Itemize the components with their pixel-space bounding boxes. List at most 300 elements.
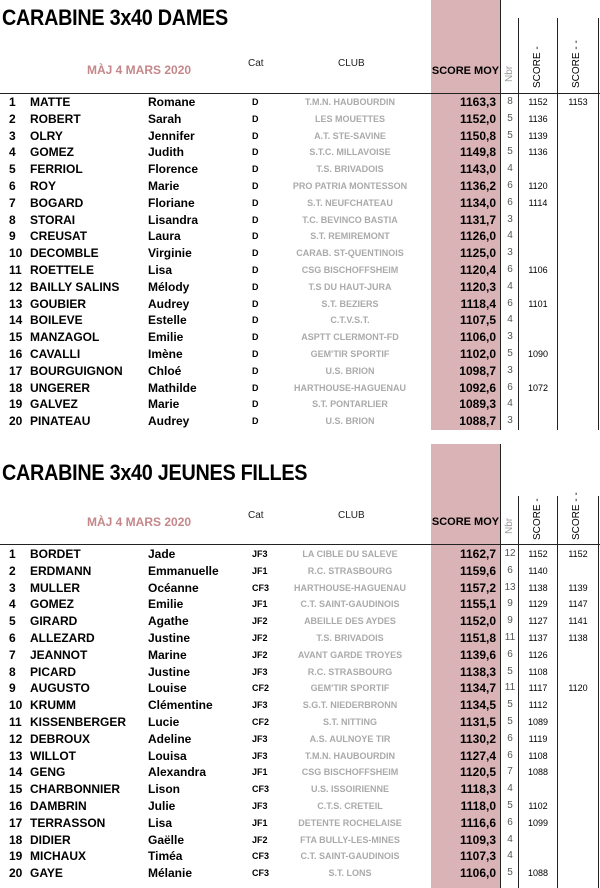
table-row: [0, 781, 600, 798]
cell-last-name: BOURGUIGNON: [30, 363, 123, 378]
cell-rank: 2: [9, 563, 16, 578]
table-row: [0, 731, 600, 748]
cell-score-1: 1136: [528, 113, 548, 124]
cell-nbr: 4: [507, 833, 513, 845]
cell-nbr: 4: [507, 783, 513, 795]
table-row: [0, 312, 600, 329]
cell-score-moy: 1120,3: [459, 279, 496, 294]
cell-rank: 5: [9, 162, 16, 177]
cell-club-name: T.S. BRIVADOIS: [316, 632, 384, 643]
cell-rank: 9: [9, 681, 16, 696]
cell-nbr: 5: [507, 129, 513, 141]
cell-club-name: U.S. BRION: [325, 416, 375, 427]
cell-category: CF3: [252, 868, 270, 879]
cell-club-name: PRO PATRIA MONTESSON: [292, 180, 408, 191]
cell-score-moy: 1106,0: [459, 330, 496, 345]
cell-last-name: MICHAUX: [30, 849, 86, 864]
cell-club-name: T.M.N. HAUBOURDIN: [305, 750, 395, 761]
cell-score-moy: 1152,0: [459, 614, 496, 629]
cell-rank: 8: [9, 664, 16, 679]
table-row: [0, 144, 600, 161]
cell-rank: 7: [9, 647, 16, 662]
header-score-2: SCORE - -: [571, 40, 582, 88]
cell-score-moy: 1159,6: [459, 563, 496, 578]
cell-last-name: KRUMM: [30, 698, 76, 713]
cell-rank: 10: [9, 246, 23, 261]
cell-nbr: 4: [507, 850, 513, 862]
cell-club-name: C.T.V.S.T.: [330, 315, 370, 326]
cell-last-name: CREUSAT: [30, 229, 88, 244]
cell-first-name: Chloé: [148, 363, 182, 378]
cell-category: CF3: [252, 851, 270, 862]
cell-first-name: Justine: [148, 630, 191, 645]
cell-last-name: DAMBRIN: [30, 798, 87, 813]
cell-category: D: [252, 416, 259, 427]
cell-nbr: 6: [507, 179, 513, 191]
cell-category: D: [252, 382, 259, 393]
cell-category: JF3: [252, 549, 268, 559]
cell-rank: 16: [9, 798, 23, 813]
cell-last-name: MANZAGOL: [30, 330, 100, 345]
cell-score-1: 1152: [528, 549, 548, 559]
cell-nbr: 3: [507, 331, 513, 343]
cell-score-1: 1108: [528, 666, 548, 677]
cell-rank: 13: [9, 296, 23, 311]
cell-category: JF2: [252, 616, 268, 627]
cell-first-name: Floriane: [148, 195, 195, 210]
cell-score-1: 1126: [528, 649, 548, 660]
cell-score-moy: 1131,7: [459, 212, 496, 227]
cell-last-name: TERRASSON: [30, 815, 106, 830]
cell-first-name: Mélody: [148, 279, 190, 294]
table-row: [0, 228, 600, 245]
cell-first-name: Judith: [148, 145, 184, 160]
cell-nbr: 6: [507, 297, 513, 309]
cell-first-name: Mathilde: [148, 380, 197, 395]
table-row: [0, 413, 600, 430]
page-title: CARABINE 3x40 DAMES: [2, 5, 228, 30]
cell-first-name: Timéa: [148, 849, 183, 864]
cell-first-name: Florence: [148, 162, 199, 177]
cell-score-2: 1152: [568, 549, 588, 559]
table-row: [0, 832, 600, 849]
cell-last-name: CAVALLI: [30, 346, 81, 361]
cell-club-name: T.C. BEVINCO BASTIA: [302, 214, 398, 225]
cell-club-name: C.T. SAINT-GAUDINOIS: [300, 851, 400, 862]
cell-nbr: 5: [507, 112, 513, 124]
cell-first-name: Emmanuelle: [148, 563, 219, 578]
cell-score-1: 1119: [528, 733, 548, 744]
cell-rank: 12: [9, 731, 23, 746]
cell-score-2: 1153: [568, 97, 588, 107]
cell-last-name: JEANNOT: [30, 647, 88, 662]
cell-category: JF3: [252, 700, 268, 711]
cell-club-name: S.T. BEZIERS: [321, 298, 379, 309]
cell-last-name: DECOMBLE: [30, 246, 99, 261]
table-row: [0, 748, 600, 765]
header-club: CLUB: [338, 58, 365, 69]
table-row: [0, 111, 600, 128]
cell-score-moy: 1130,2: [459, 731, 496, 746]
cell-score-moy: 1120,5: [459, 765, 496, 780]
cell-score-moy: 1126,0: [459, 229, 496, 244]
cell-last-name: MULLER: [30, 580, 80, 595]
cell-rank: 9: [9, 229, 16, 244]
cell-last-name: BAILLY SALINS: [30, 279, 120, 294]
cell-rank: 3: [9, 128, 16, 143]
cell-score-moy: 1092,6: [459, 380, 496, 395]
cell-club-name: GEM'TIR SPORTIF: [310, 348, 390, 359]
cell-first-name: Lisandra: [148, 212, 199, 227]
cell-club-name: T.M.N. HAUBOURDIN: [305, 97, 395, 107]
cell-score-moy: 1143,0: [459, 162, 496, 177]
cell-score-1: 1106: [528, 264, 548, 275]
cell-nbr: 6: [507, 648, 513, 660]
cell-rank: 20: [9, 414, 23, 429]
cell-nbr: 3: [507, 415, 513, 427]
cell-last-name: WILLOT: [30, 748, 76, 763]
cell-club-name: LES MOUETTES: [314, 113, 385, 124]
cell-score-2: 1141: [568, 616, 588, 627]
cell-score-moy: 1134,0: [459, 195, 496, 210]
table-row: [0, 396, 600, 413]
cell-club-name: S.G.T. NIEDERBRONN: [302, 700, 398, 711]
cell-score-2: 1120: [568, 683, 588, 694]
cell-last-name: OLRY: [30, 128, 63, 143]
cell-club-name: GEM'TIR SPORTIF: [310, 683, 390, 694]
table-row: [0, 212, 600, 229]
cell-nbr: 6: [507, 732, 513, 744]
cell-rank: 17: [9, 815, 23, 830]
cell-first-name: Marie: [148, 178, 180, 193]
cell-score-1: 1117: [528, 683, 548, 694]
cell-nbr: 5: [507, 347, 513, 359]
cell-category: CF3: [252, 582, 270, 593]
cell-first-name: Emilie: [148, 597, 184, 612]
table-row: [0, 580, 600, 597]
table-row: [0, 798, 600, 815]
cell-rank: 10: [9, 698, 23, 713]
cell-category: D: [252, 164, 259, 175]
cell-club-name: U.S. BRION: [325, 365, 375, 376]
cell-score-moy: 1102,0: [459, 346, 496, 361]
header-score-1: SCORE -: [532, 498, 543, 540]
cell-category: JF1: [252, 767, 268, 778]
table-row: [0, 363, 600, 380]
table-row: [0, 680, 600, 697]
cell-rank: 18: [9, 832, 23, 847]
cell-rank: 15: [9, 782, 23, 797]
cell-nbr: 6: [507, 263, 513, 275]
table-row: [0, 128, 600, 145]
cell-club-name: A.S. AULNOYE TIR: [309, 733, 391, 744]
table-row: [0, 613, 600, 630]
cell-first-name: Louisa: [148, 748, 187, 763]
cell-club-name: A.T. STE-SAVINE: [314, 130, 386, 141]
cell-score-moy: 1152,0: [459, 111, 496, 126]
header-score-1: SCORE -: [532, 46, 543, 88]
cell-first-name: Julie: [148, 798, 176, 813]
cell-club-name: S.T.C. MILLAVOISE: [309, 147, 391, 158]
cell-category: D: [252, 332, 259, 343]
cell-score-1: 1090: [527, 348, 549, 359]
cell-rank: 11: [9, 262, 22, 277]
table-row: [0, 94, 600, 111]
cell-rank: 1: [9, 547, 16, 561]
cell-rank: 6: [9, 630, 16, 645]
cell-score-moy: 1155,1: [459, 597, 496, 612]
header-score-moy: SCORE MOY: [431, 65, 500, 77]
cell-first-name: Agathe: [148, 614, 189, 629]
table-row: [0, 596, 600, 613]
cell-rank: 14: [9, 765, 23, 780]
cell-category: D: [252, 264, 259, 275]
cell-score-1: 1099: [527, 817, 549, 828]
cell-category: D: [252, 348, 259, 359]
cell-club-name: S.T. REMIREMONT: [310, 231, 390, 242]
cell-score-1: 1072: [527, 382, 549, 393]
cell-club-name: HARTHOUSE-HAGUENAU: [294, 582, 406, 593]
cell-last-name: GAYE: [30, 866, 63, 881]
cell-category: D: [252, 399, 259, 410]
cell-last-name: BOILEVE: [30, 313, 83, 328]
cell-score-2: 1139: [568, 582, 588, 593]
cell-first-name: Mélanie: [148, 866, 193, 881]
cell-nbr: 4: [507, 163, 513, 175]
cell-last-name: ROETTELE: [30, 262, 95, 277]
cell-score-moy: 1109,3: [459, 832, 496, 847]
cell-last-name: GOMEZ: [30, 597, 74, 612]
cell-last-name: ROBERT: [30, 111, 81, 126]
cell-rank: 6: [9, 178, 16, 193]
cell-score-1: 1089: [527, 716, 549, 727]
cell-score-moy: 1118,4: [460, 296, 496, 311]
table-row: [0, 195, 600, 212]
cell-category: D: [252, 281, 259, 292]
cell-score-1: 1152: [528, 97, 548, 107]
cell-rank: 3: [9, 580, 16, 595]
cell-score-moy: 1151,8: [459, 630, 496, 645]
cell-club-name: CSG BISCHOFFSHEIM: [301, 767, 399, 778]
cell-nbr: 3: [507, 364, 513, 376]
cell-nbr: 6: [507, 749, 513, 761]
cell-nbr: 5: [507, 799, 513, 811]
header-nbr: Nbr: [504, 65, 515, 82]
cell-category: D: [252, 113, 259, 124]
cell-club-name: S.T. LONS: [328, 868, 372, 879]
cell-score-1: 1138: [528, 582, 548, 593]
cell-club-name: U.S. ISSOIRIENNE: [310, 784, 390, 795]
update-date: MÀJ 4 MARS 2020: [87, 515, 192, 529]
header-rule: [0, 544, 600, 545]
cell-category: JF1: [252, 817, 268, 828]
cell-category: JF3: [252, 750, 268, 761]
table-row: [0, 262, 600, 279]
cell-score-moy: 1139,6: [459, 647, 496, 662]
cell-first-name: Estelle: [148, 313, 187, 328]
cell-first-name: Justine: [148, 664, 191, 679]
cell-score-moy: 1127,4: [459, 748, 496, 763]
cell-last-name: ALLEZARD: [30, 630, 95, 645]
cell-nbr: 5: [507, 699, 513, 711]
cell-score-moy: 1118,0: [460, 798, 496, 813]
cell-club-name: FTA BULLY-LES-MINES: [300, 834, 400, 845]
cell-category: JF1: [252, 599, 268, 610]
table-row: [0, 664, 600, 681]
page-title: CARABINE 3x40 JEUNES FILLES: [2, 460, 308, 485]
cell-rank: 19: [9, 397, 23, 412]
cell-category: D: [252, 248, 259, 259]
table-row: [0, 245, 600, 262]
cell-last-name: GOMEZ: [30, 145, 74, 160]
cell-last-name: CHARBONNIER: [30, 782, 120, 797]
cell-first-name: Imène: [148, 346, 183, 361]
cell-nbr: 4: [507, 230, 513, 242]
cell-club-name: CSG BISCHOFFSHEIM: [301, 264, 399, 275]
header-nbr: Nbr: [504, 517, 515, 534]
cell-last-name: MATTE: [30, 95, 71, 109]
cell-category: JF2: [252, 632, 268, 643]
cell-category: JF3: [252, 733, 268, 744]
header-score-moy: SCORE MOY: [431, 516, 500, 528]
cell-score-1: 1114: [528, 197, 548, 208]
cell-nbr: 5: [507, 715, 513, 727]
cell-category: CF2: [252, 683, 270, 694]
cell-category: JF2: [252, 834, 268, 845]
cell-rank: 16: [9, 346, 23, 361]
cell-nbr: 7: [507, 766, 513, 778]
cell-nbr: 4: [507, 398, 513, 410]
cell-first-name: Lisa: [148, 815, 173, 830]
table-row: [0, 630, 600, 647]
cell-last-name: KISSENBERGER: [30, 714, 127, 729]
cell-score-moy: 1098,7: [459, 363, 496, 378]
table-row: [0, 161, 600, 178]
cell-rank: 13: [9, 748, 23, 763]
cell-nbr: 9: [507, 598, 513, 610]
cell-first-name: Emilie: [148, 330, 184, 345]
cell-first-name: Lison: [148, 782, 180, 797]
table-row: [0, 563, 600, 580]
cell-last-name: DIDIER: [30, 832, 71, 847]
table-row: [0, 865, 600, 882]
cell-first-name: Jennifer: [148, 128, 195, 143]
cell-category: D: [252, 214, 259, 225]
cell-score-moy: 1150,8: [459, 128, 496, 143]
cell-score-1: 1088: [527, 767, 549, 778]
cell-rank: 8: [9, 212, 16, 227]
cell-score-1: 1112: [528, 700, 548, 711]
cell-first-name: Romane: [148, 95, 196, 109]
cell-score-1: 1120: [528, 180, 548, 191]
cell-score-moy: 1106,0: [459, 866, 496, 881]
cell-score-1: 1129: [528, 599, 548, 610]
cell-first-name: Alexandra: [148, 765, 207, 780]
cell-first-name: Sarah: [148, 111, 182, 126]
cell-score-moy: 1134,7: [459, 681, 496, 696]
cell-rank: 11: [9, 714, 22, 729]
cell-last-name: PICARD: [30, 664, 77, 679]
cell-club-name: S.T. NITTING: [323, 716, 377, 727]
cell-last-name: FERRIOL: [30, 162, 83, 177]
header-cat: Cat: [248, 58, 264, 69]
cell-first-name: Audrey: [148, 296, 190, 311]
cell-rank: 4: [9, 145, 16, 160]
cell-club-name: DETENTE ROCHELAISE: [298, 817, 402, 828]
cell-rank: 5: [9, 614, 16, 629]
update-date: MÀJ 4 MARS 2020: [87, 63, 192, 77]
cell-score-moy: 1120,4: [459, 262, 496, 277]
cell-club-name: C.T. SAINT-GAUDINOIS: [300, 599, 400, 610]
cell-score-moy: 1163,3: [459, 95, 496, 109]
cell-nbr: 11: [504, 682, 516, 694]
table-row: [0, 697, 600, 714]
cell-rank: 20: [9, 866, 23, 881]
section-dames: [0, 0, 600, 430]
cell-score-moy: 1131,5: [459, 714, 496, 729]
cell-rank: 2: [9, 111, 16, 126]
cell-rank: 15: [9, 330, 23, 345]
table-row: [0, 346, 600, 363]
table-row: [0, 329, 600, 346]
cell-nbr: 5: [507, 867, 513, 879]
cell-club-name: LA CIBLE DU SALEVE: [302, 549, 398, 559]
table-row: [0, 546, 600, 563]
cell-first-name: Océanne: [148, 580, 199, 595]
cell-rank: 19: [9, 849, 23, 864]
cell-score-moy: 1116,6: [460, 815, 496, 830]
cell-score-moy: 1134,5: [459, 698, 496, 713]
cell-category: JF3: [252, 800, 268, 811]
header-score-2: SCORE - -: [571, 492, 582, 540]
cell-last-name: BORDET: [30, 547, 81, 561]
cell-score-moy: 1149,8: [459, 145, 496, 160]
cell-last-name: UNGERER: [30, 380, 91, 395]
cell-club-name: AVANT GARDE TROYES: [297, 649, 403, 660]
cell-category: D: [252, 231, 259, 242]
cell-first-name: Lucie: [148, 714, 180, 729]
table-row: [0, 279, 600, 296]
cell-first-name: Clémentine: [148, 698, 213, 713]
cell-nbr: 13: [504, 581, 516, 593]
cell-last-name: PINATEAU: [30, 414, 91, 429]
cell-club-name: ABEILLE DES AYDES: [304, 616, 396, 627]
cell-last-name: GALVEZ: [30, 397, 78, 412]
cell-category: D: [252, 97, 259, 107]
cell-last-name: BOGARD: [30, 195, 84, 210]
cell-nbr: 6: [507, 381, 513, 393]
cell-last-name: ERDMANN: [30, 563, 92, 578]
cell-score-1: 1139: [528, 130, 548, 141]
cell-last-name: GOUBIER: [30, 296, 87, 311]
cell-nbr: 11: [504, 631, 516, 643]
cell-category: D: [252, 315, 259, 326]
cell-last-name: AUGUSTO: [30, 681, 90, 696]
cell-first-name: Louise: [148, 681, 187, 696]
table-row: [0, 178, 600, 195]
cell-nbr: 8: [507, 96, 513, 107]
cell-nbr: 5: [507, 665, 513, 677]
cell-club-name: R.C. STRASBOURG: [307, 666, 393, 677]
cell-score-2: 1138: [568, 632, 588, 643]
cell-nbr: 4: [507, 280, 513, 292]
cell-nbr: 9: [507, 615, 513, 627]
ranking-table: [0, 94, 600, 430]
cell-first-name: Lisa: [148, 262, 173, 277]
table-row: [0, 764, 600, 781]
cell-club-name: T.S. BRIVADOIS: [316, 164, 384, 175]
cell-nbr: 5: [507, 146, 513, 158]
